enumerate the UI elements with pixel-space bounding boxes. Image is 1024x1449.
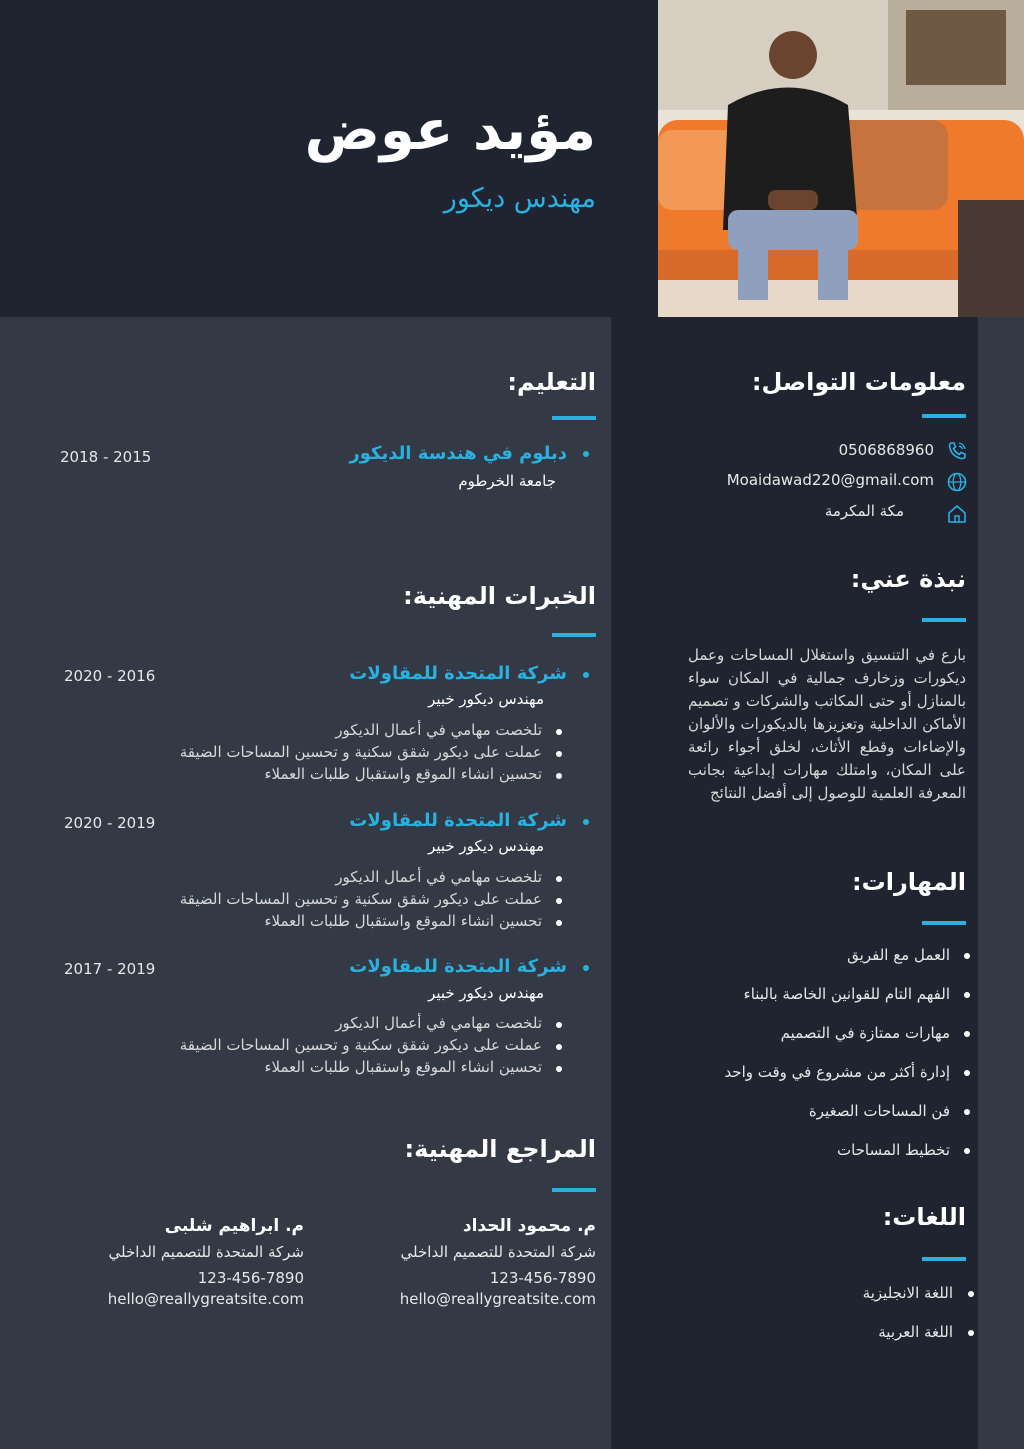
skills-heading: المهارات:: [852, 868, 966, 896]
contact-rule: [922, 414, 966, 418]
duty-bullet: [556, 876, 562, 882]
skill-item: العمل مع الفريق: [847, 946, 950, 964]
job-duty: تلخصت مهامي في أعمال الديكور: [335, 868, 542, 886]
education-school: جامعة الخرطوم: [458, 472, 556, 490]
duty-bullet: [556, 920, 562, 926]
skill-item: إدارة أكثر من مشروع في وقت واحد: [724, 1063, 950, 1081]
duty-bullet: [556, 1022, 562, 1028]
job-company: شركة المتحدة للمقاولات: [349, 956, 567, 977]
job-dates: 2020 - 2016: [64, 667, 156, 685]
languages-heading: اللغات:: [882, 1203, 966, 1231]
contact-email: Moaidawad220@gmail.com: [726, 471, 934, 489]
job-role: مهندس ديكور خبير: [428, 837, 544, 855]
skill-item: مهارات ممتازة في التصميم: [780, 1024, 950, 1042]
duty-bullet: [556, 773, 562, 779]
skills-rule: [922, 921, 966, 925]
profile-photo: [658, 0, 1024, 317]
job-duty: تحسين انشاء الموقع واستقبال طلبات العملاء: [264, 765, 542, 783]
edge-strip: [978, 317, 1024, 1449]
phone-icon: [946, 440, 968, 462]
education-heading: التعليم:: [507, 368, 596, 396]
job-duty: تحسين انشاء الموقع واستقبال طلبات العملاء: [264, 1058, 542, 1076]
duty-bullet: [556, 1066, 562, 1072]
job-bullet: [583, 965, 589, 971]
language-item: اللغة العربية: [878, 1323, 953, 1341]
reference-name: م. محمود الحداد: [462, 1216, 596, 1236]
job-role: مهندس ديكور خبير: [428, 690, 544, 708]
language-bullet: [968, 1330, 974, 1336]
reference-phone: 123-456-7890: [489, 1269, 596, 1287]
job-duty: عملت على ديكور شقق سكنية و تحسين المساحات الضيقة: [179, 1036, 542, 1054]
references-heading: المراجع المهنية:: [404, 1135, 596, 1163]
references-rule: [552, 1188, 596, 1192]
job-dates: 2017 - 2019: [64, 960, 156, 978]
skill-bullet: [964, 1031, 970, 1037]
education-rule: [552, 416, 596, 420]
job-bullet: [583, 819, 589, 825]
reference-email: hello@reallygreatsite.com: [107, 1290, 304, 1308]
contact-location: مكة المكرمة: [824, 502, 904, 520]
language-item: اللغة الانجليزية: [862, 1284, 953, 1302]
job-bullet: [583, 672, 589, 678]
person-title: مهندس ديكور: [443, 183, 596, 214]
job-dates: 2020 - 2019: [64, 814, 156, 832]
skill-item: تخطيط المساحات: [836, 1141, 950, 1159]
experience-heading: الخبرات المهنية:: [403, 582, 596, 610]
reference-email: hello@reallygreatsite.com: [399, 1290, 596, 1308]
skill-bullet: [964, 1070, 970, 1076]
job-duty: عملت على ديكور شقق سكنية و تحسين المساحات الضيقة: [179, 743, 542, 761]
about-text: بارع في التنسيق واستغلال المساحات وعمل ديكورات وزخارف جمالية في المكان سواء بالمنازل أو حتى المكاتب والشركات و تصميم الأماكن الداخلية وتعزيزها بالديكورات والألوان والإضاءات وقطع الأثاث، لخلق أجواء رائعة على المكان، وامتلك مهارات إبداعية بجانب المعرفة العلمية للوصول إلى أفضل النتائج: [688, 646, 966, 802]
reference-name: م. ابراهيم شلبى: [164, 1216, 304, 1236]
reference-company: شركة المتحدة للتصميم الداخلي: [108, 1243, 304, 1261]
skill-bullet: [964, 953, 970, 959]
duty-bullet: [556, 751, 562, 757]
languages-rule: [922, 1257, 966, 1261]
job-duty: تلخصت مهامي في أعمال الديكور: [335, 1014, 542, 1032]
reference-company: شركة المتحدة للتصميم الداخلي: [400, 1243, 596, 1261]
reference-phone: 123-456-7890: [197, 1269, 304, 1287]
duty-bullet: [556, 729, 562, 735]
education-degree: دبلوم في هندسة الديكور: [349, 443, 567, 464]
skill-bullet: [964, 1109, 970, 1115]
contact-heading: معلومات التواصل:: [751, 368, 966, 396]
skill-bullet: [964, 1148, 970, 1154]
skill-bullet: [964, 992, 970, 998]
education-dates: 2018 - 2015: [60, 448, 152, 466]
about-heading: نبذة عني:: [850, 565, 966, 593]
duty-bullet: [556, 898, 562, 904]
skill-item: الفهم التام للقوانين الخاصة بالبناء: [743, 985, 950, 1003]
job-duty: عملت على ديكور شقق سكنية و تحسين المساحات الضيقة: [179, 890, 542, 908]
job-duty: تلخصت مهامي في أعمال الديكور: [335, 721, 542, 739]
contact-phone: 0506868960: [838, 441, 934, 459]
about-rule: [922, 618, 966, 622]
globe-icon: [946, 471, 968, 493]
language-bullet: [968, 1291, 974, 1297]
duty-bullet: [556, 1044, 562, 1050]
experience-rule: [552, 633, 596, 637]
skill-item: فن المساحات الصغيرة: [808, 1102, 950, 1120]
person-name: مؤيد عوض: [304, 98, 596, 163]
home-icon: [946, 503, 968, 525]
job-company: شركة المتحدة للمقاولات: [349, 663, 567, 684]
job-role: مهندس ديكور خبير: [428, 984, 544, 1002]
job-company: شركة المتحدة للمقاولات: [349, 810, 567, 831]
education-bullet: [583, 451, 589, 457]
job-duty: تحسين انشاء الموقع واستقبال طلبات العملاء: [264, 912, 542, 930]
